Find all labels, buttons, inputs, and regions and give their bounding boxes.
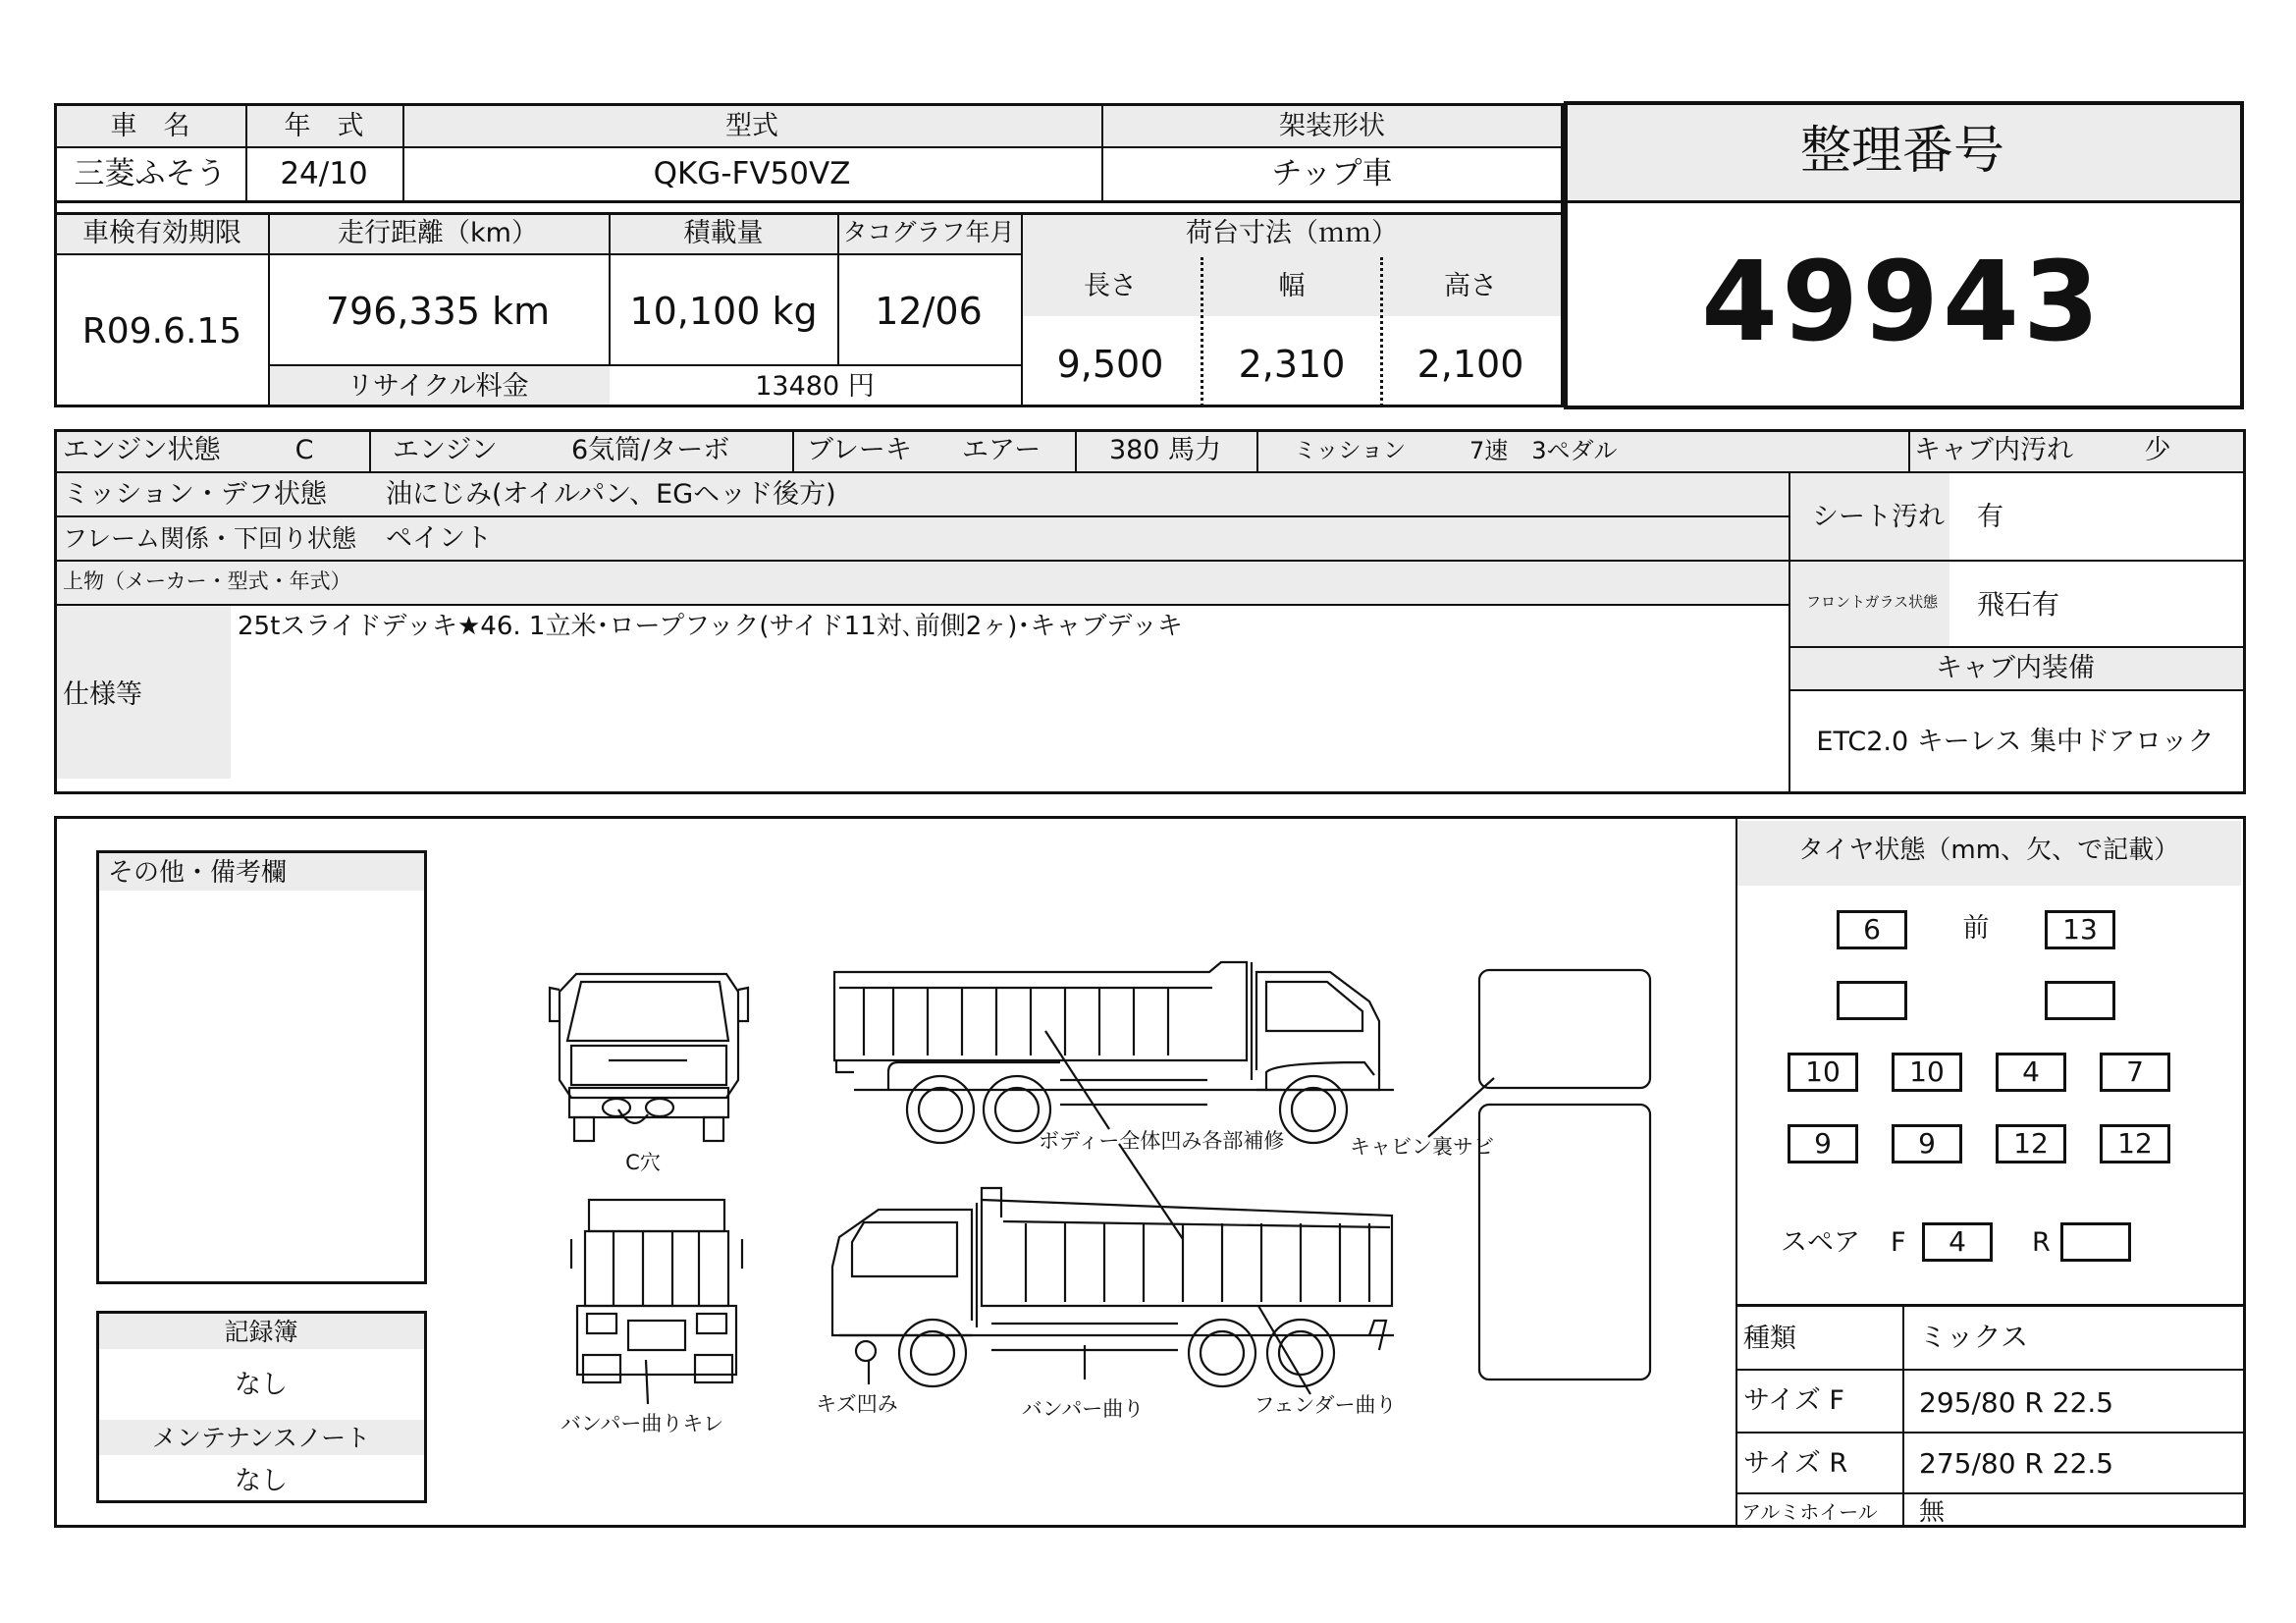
inspection-label: 車検有効期限 — [82, 218, 241, 248]
size-f-label: サイズ F — [1743, 1385, 1844, 1416]
cab-equip-label: キャブ内装備 — [1936, 653, 2095, 683]
model-label: 型式 — [725, 111, 778, 141]
truck-side-view-top-icon — [834, 962, 1394, 1143]
capacity-label: 積載量 — [683, 218, 764, 248]
tire-rear1-4: 7 — [2100, 1053, 2170, 1092]
tire-rear2-3: 12 — [1996, 1124, 2066, 1163]
tacho-label: タコグラフ年月 — [842, 218, 1015, 246]
spare-label: スペア — [1781, 1227, 1860, 1258]
spec-value: 25tスライドデッキ★46. 1立米･ロープフック(サイド11対､前側2ヶ)･キャブデッキ — [238, 612, 1183, 641]
length-value: 9,500 — [1056, 343, 1164, 386]
tire-rear2-1: 9 — [1788, 1124, 1858, 1163]
width-label: 幅 — [1278, 271, 1306, 301]
engine-state-label: エンジン状態 — [63, 435, 221, 465]
tire-front-right: 13 — [2045, 910, 2115, 949]
record-value: なし — [235, 1370, 288, 1400]
tire-type-value: ミックス — [1919, 1321, 2029, 1353]
spare-r-label: R — [2032, 1227, 2051, 1258]
car-name-label: 車 名 — [110, 111, 190, 141]
tire-label: タイヤ状態（mm、欠、で記載） — [1797, 836, 2180, 865]
damage-pointer-lines — [618, 1031, 1494, 1404]
mileage-label: 走行距離（km） — [338, 218, 538, 248]
truck-side-view-bottom-icon — [832, 1188, 1394, 1386]
frame-label: フレーム関係・下回り状態 — [63, 524, 357, 553]
glass-value: 飛石有 — [1977, 588, 2060, 621]
height-value: 2,100 — [1416, 343, 1524, 386]
width-value: 2,310 — [1238, 343, 1346, 386]
tire-box-empty-right — [2045, 981, 2115, 1020]
cab-dirt-label: キャブ内汚れ — [1914, 435, 2073, 465]
ref-label: 整理番号 — [1799, 122, 2005, 181]
remarks-label: その他・備考欄 — [108, 858, 288, 888]
engine-state-value: C — [294, 435, 314, 465]
cab-equip-value: ETC2.0 キーレス 集中ドアロック — [1816, 727, 2215, 757]
record-label: 記録簿 — [224, 1318, 298, 1346]
truck-rear-view-icon — [571, 1200, 742, 1382]
damage-cabin-rust: キャビン裏サビ — [1350, 1135, 1494, 1159]
spec-label: 仕様等 — [63, 679, 142, 710]
damage-scratch: キズ凹み — [816, 1392, 898, 1416]
tire-rear2-2: 9 — [1892, 1124, 1962, 1163]
year-label: 年 式 — [284, 111, 364, 141]
bed-label: 荷台寸法（ｍｍ） — [1186, 218, 1398, 248]
ref-number: 49943 — [1701, 239, 2104, 366]
mission-diff-value: 油にじみ(オイルパン、EGヘッド後方) — [386, 479, 836, 510]
tacho-value: 12/06 — [875, 290, 983, 333]
spare-f-value: 4 — [1922, 1222, 1993, 1262]
year-value: 24/10 — [280, 156, 368, 191]
tire-box-empty-left — [1837, 981, 1907, 1020]
tire-rear2-4: 12 — [2100, 1124, 2170, 1163]
tire-type-label: 種類 — [1743, 1324, 1796, 1354]
damage-bumper-rear: バンパー曲りキレ — [560, 1412, 724, 1435]
mission-value: 7速 3ペダル — [1469, 437, 1618, 464]
maintenance-value: なし — [235, 1466, 288, 1496]
glass-label: フロントガラス状態 — [1806, 593, 1939, 611]
seat-value: 有 — [1977, 502, 2003, 532]
tire-front-label: 前 — [1962, 913, 1990, 944]
length-label: 長さ — [1084, 271, 1137, 301]
cab-top-view-icon — [1479, 970, 1650, 1380]
size-r-value: 275/80 R 22.5 — [1919, 1447, 2114, 1480]
damage-body-repair: ボディー全体凹み各部補修 — [1039, 1129, 1285, 1153]
power-value: 380 馬力 — [1108, 435, 1222, 465]
damage-bumper-side: バンパー曲り — [1021, 1397, 1145, 1421]
spare-f-label: F — [1891, 1227, 1906, 1258]
brake-value: エアー — [962, 435, 1041, 465]
brake-label: ブレーキ — [807, 435, 912, 465]
damage-c-hole: C穴 — [625, 1151, 661, 1174]
seat-label: シート汚れ — [1812, 502, 1945, 532]
upper-label: 上物（メーカー・型式・年式） — [63, 569, 351, 593]
alloy-label: アルミホイール — [1741, 1500, 1878, 1524]
recycle-label: リサイクル料金 — [347, 371, 529, 402]
spare-r-value — [2060, 1222, 2131, 1262]
tire-front-left: 6 — [1837, 910, 1907, 949]
tire-rear1-1: 10 — [1788, 1053, 1858, 1092]
alloy-value: 無 — [1919, 1497, 1946, 1527]
capacity-value: 10,100 kg — [629, 290, 818, 333]
car-name: 三菱ふそう — [74, 156, 227, 191]
tire-rear1-2: 10 — [1892, 1053, 1962, 1092]
body-type-label: 架装形状 — [1279, 111, 1385, 141]
damage-fender: フェンダー曲り — [1254, 1393, 1397, 1417]
body-type-value: チップ車 — [1271, 156, 1393, 191]
inspection-value: R09.6.15 — [81, 311, 242, 352]
cab-dirt-value: 少 — [2144, 435, 2171, 465]
truck-front-view-icon — [550, 974, 748, 1141]
engine-label: エンジン — [393, 435, 498, 465]
frame-value: ペイント — [386, 523, 492, 554]
recycle-value: 13480 円 — [755, 371, 875, 402]
mileage-value: 796,335 km — [325, 290, 551, 333]
size-f-value: 295/80 R 22.5 — [1919, 1386, 2114, 1419]
size-r-label: サイズ R — [1743, 1448, 1848, 1479]
height-label: 高さ — [1444, 271, 1497, 301]
mission-label: ミッション — [1294, 438, 1407, 463]
tire-rear1-3: 4 — [1996, 1053, 2066, 1092]
engine-value: 6気筒/ターボ — [571, 435, 730, 465]
maintenance-label: メンテナンスノート — [151, 1424, 371, 1452]
model-value: QKG-FV50VZ — [653, 156, 851, 191]
mission-diff-label: ミッション・デフ状態 — [63, 479, 327, 510]
